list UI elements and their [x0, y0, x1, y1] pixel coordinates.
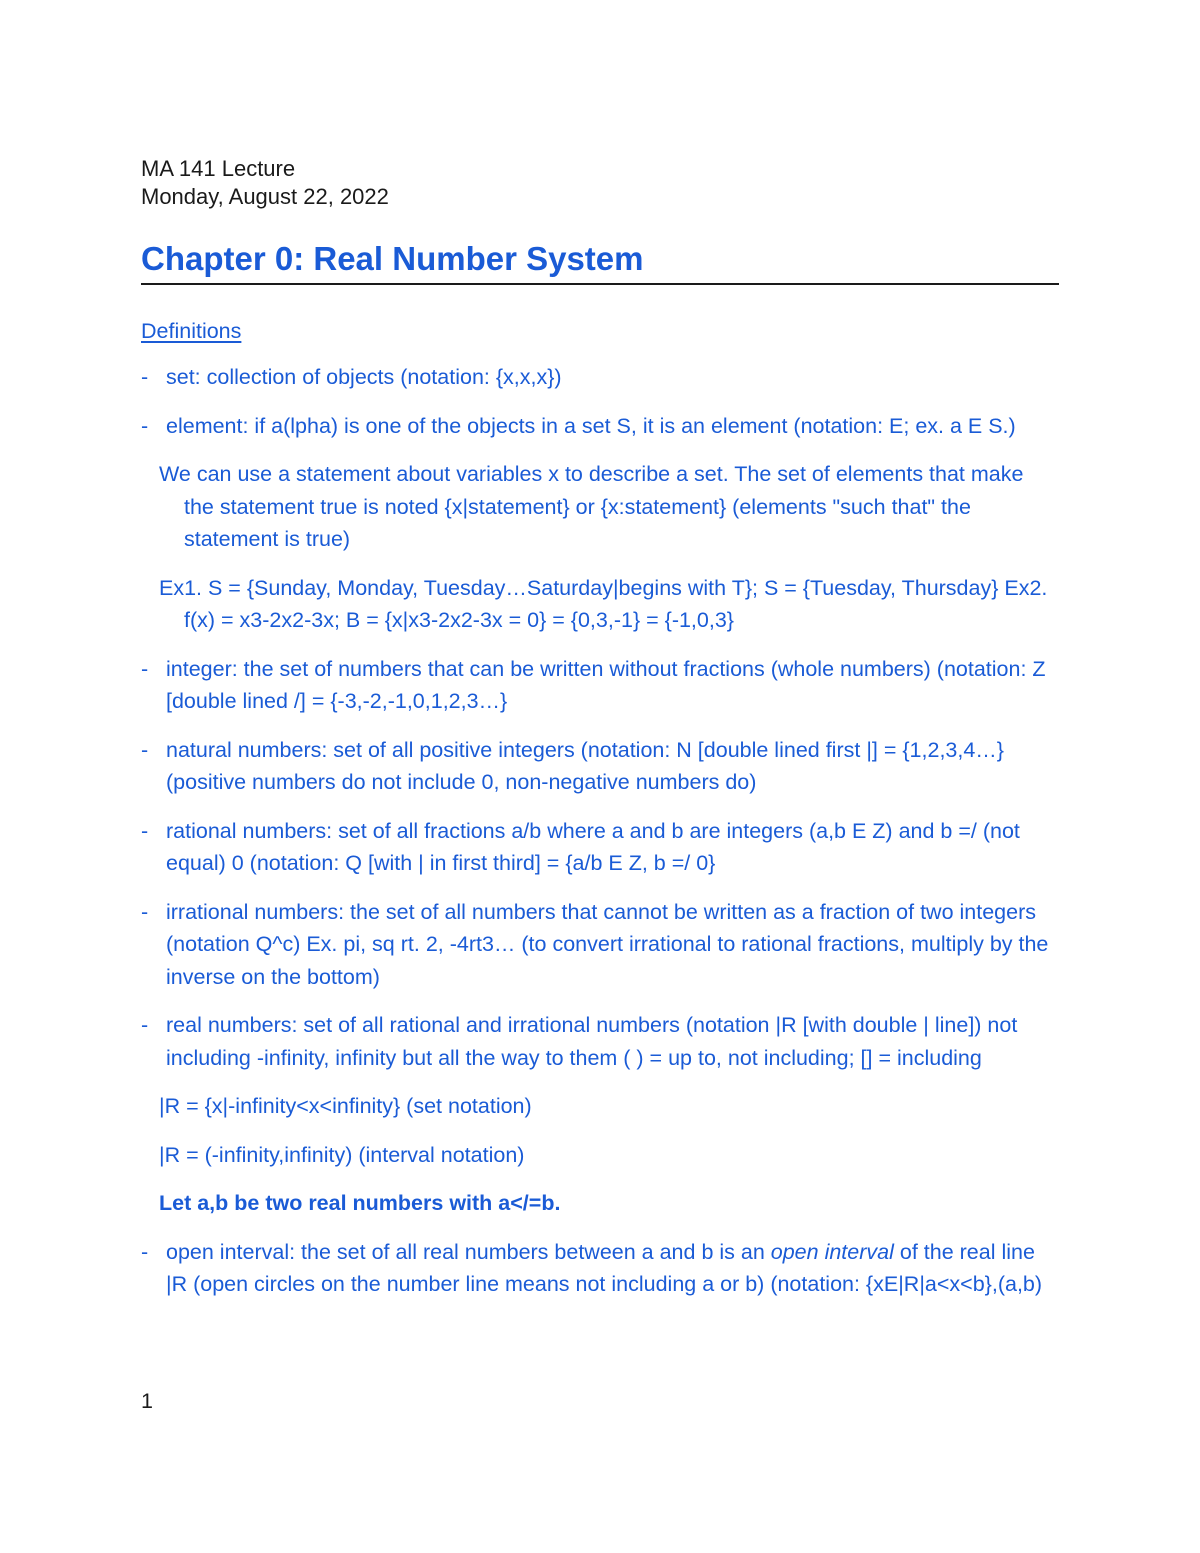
definition-open-interval	[141, 1236, 1059, 1301]
statement-paragraph: We can use a statement about variables x to describe a set. The set of elements that make the statement true is noted {x|statement} or {x:statement} (elements "such that" the statement is true)	[159, 462, 1024, 551]
open-interval-term: open interval	[770, 1239, 894, 1264]
definition-integer	[141, 653, 1059, 718]
definition-text: rational numbers: set of all fractions a/b where a and b are integers (a,b E Z) and b =/ (not equal) 0 (notation: Q [with | in first third] = {a/b E Z, b =/ 0}	[166, 818, 1020, 875]
chapter-title: Chapter 0: Real Number System	[141, 239, 1059, 285]
examples-paragraph: Ex1. S = {Sunday, Monday, Tuesday…Saturday|begins with T}; S = {Tuesday, Thursday} Ex2. f(x) = x3-2x2-3x; B = {x|x3-2x2-3x = 0} = {0,3,-1} = {-1,0,3}	[159, 575, 1048, 632]
bullet-dash: -	[141, 365, 149, 389]
definition-element	[141, 410, 1059, 443]
set-notation-line: |R = {x|-infinity<x<infinity} (set notation)	[159, 1094, 532, 1118]
course-title: MA 141 Lecture	[141, 156, 296, 181]
definition-text: integer: the set of numbers that can be written without fractions (whole numbers) (notation: Z [double lined /] = {-3,-2,-1,0,1,2,3…}	[166, 656, 1046, 713]
section-heading-definitions: Definitions	[141, 319, 242, 343]
interval-notation-line: |R = (-infinity,infinity) (interval notation)	[159, 1142, 525, 1167]
definition-real-numbers	[141, 1009, 1059, 1074]
document-page	[141, 155, 1059, 1301]
bullet-dash: -	[141, 1239, 149, 1264]
definition-text-start: open interval: the set of all real numbers between a and b is an	[166, 1239, 771, 1264]
bullet-dash: -	[141, 413, 149, 438]
bullet-dash: -	[141, 1013, 149, 1037]
bullet-dash: -	[141, 899, 149, 924]
definition-text: irrational numbers: the set of all numbers that cannot be written as a fraction of two integers (notation Q^c) Ex. pi, sq rt. 2, -4rt3… (to convert irrational to rational fractions, multiply by the inverse on the bottom)	[166, 899, 1049, 989]
page-number: 1	[141, 1389, 153, 1413]
definition-rational-numbers	[141, 815, 1059, 880]
bullet-dash: -	[141, 737, 149, 762]
definition-text-end: of the real line |R (open circles on the number line means not including a or b) (notation: {xE|R|a<x<b},(a,b)	[166, 1239, 1043, 1296]
definition-text: set: collection of objects (notation: {x,x,x})	[166, 365, 562, 389]
definition-text: natural numbers: set of all positive integers (notation: N [double lined first |] = {1,2,3,4…} (positive numbers do not include 0, non-negative numbers do)	[166, 737, 1004, 794]
let-statement: Let a,b be two real numbers with a</=b.	[159, 1191, 561, 1215]
bullet-dash: -	[141, 818, 149, 843]
lecture-date: Monday, August 22, 2022	[141, 184, 389, 209]
bullet-dash: -	[141, 656, 149, 681]
definition-natural-numbers	[141, 734, 1059, 799]
definition-text: real numbers: set of all rational and irrational numbers (notation |R [with double | line]) not including -infinity, infinity but all the way to them ( ) = up to, not including; [] = including	[166, 1013, 1018, 1070]
definition-set	[141, 361, 1059, 394]
definition-text: element: if a(lpha) is one of the objects in a set S, it is an element (notation: E; ex. a E S.)	[166, 413, 1016, 438]
definition-irrational-numbers	[141, 896, 1059, 994]
